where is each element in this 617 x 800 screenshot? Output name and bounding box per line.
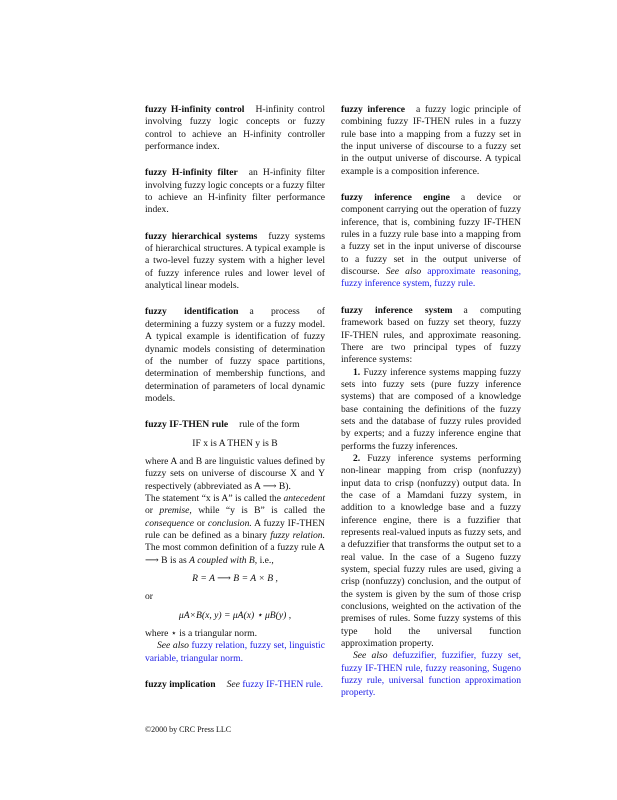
- text: while “y is B” is called the: [198, 505, 325, 517]
- emphasis: premise,: [159, 505, 192, 517]
- text: or: [196, 517, 205, 529]
- definition: a fuzzy logic principle of combining fuzzy IF-THEN rules in a fuzzy rule base into a mapping from a fuzzy set in the input universe of discourse to a fuzzy set in the output universe of discourse. A typical example is a composition inference.: [341, 104, 521, 177]
- term: fuzzy IF-THEN rule: [145, 419, 229, 431]
- see-also-links[interactable]: fuzzy relation, fuzzy set, linguistic variable, triangular norm.: [145, 640, 325, 664]
- see-also-label: See also: [157, 640, 189, 652]
- entry-implication: [145, 679, 325, 691]
- entry-inference: [341, 104, 521, 178]
- term: fuzzy H-infinity control: [145, 104, 245, 115]
- emphasis: consequence: [145, 517, 195, 529]
- term: fuzzy inference system: [341, 304, 453, 316]
- definition: a device or component carrying out the operation of fuzzy inference, that is, combining fuzzy IF-THEN rules in a fuzzy rule base into a mapping from a fuzzy set in the input universe of discourse to a fuzzy set in the output universe of discourse.: [341, 192, 521, 278]
- equation-2: μA×B(x, y) = μA(x) ⋆ μB(y) ,: [178, 609, 292, 621]
- entry-inference-engine: [341, 192, 521, 291]
- emphasis: conclusion.: [207, 517, 252, 529]
- paragraph: where A and B are linguistic values defined by fuzzy sets on universe of discourse X and Y respectively (abbreviated as A ⟶ B).: [145, 455, 325, 492]
- see-label: See: [226, 679, 240, 691]
- entry-hinf-filter: [145, 167, 325, 216]
- text: The most common definition of a fuzzy rule A ⟶ B is as: [145, 542, 325, 566]
- definition: a computing framework based on fuzzy set theory, fuzzy IF-THEN rules, and approximate reasoning. There are two principal types of fuzzy inference systems:: [341, 304, 521, 366]
- definition: fuzzy systems of hierarchical structures. A typical example is a two-level fuzzy system with a higher level of fuzzy inference rules and lower level of analytical linear models.: [145, 230, 325, 292]
- entry-identification: [145, 306, 325, 405]
- see-also-links[interactable]: defuzzifier, fuzzifier, fuzzy set, fuzzy IF-THEN rule, fuzzy reasoning, Sugeno fuzzy rule, universal function approximation property.: [341, 650, 521, 699]
- right-column: [341, 104, 521, 714]
- see-also-links[interactable]: approximate reasoning, fuzzy inference system, fuzzy rule.: [341, 266, 521, 290]
- definition: an H-infinity filter involving fuzzy logic concepts or a fuzzy filter to achieve an H-infinity filter performance index.: [145, 167, 325, 216]
- item-number: 2.: [353, 452, 361, 464]
- see-also-label: See also: [385, 266, 422, 278]
- entry-ifthen-rule: [145, 419, 325, 665]
- text-or: or: [145, 591, 153, 603]
- definition: a process of determining a fuzzy system or a fuzzy model. A typical example is identification of fuzzy dynamic models consisting of determination of the number of fuzzy space partitions, determination of membership functions, and determination of parameters of local dynamic models.: [145, 306, 325, 404]
- emphasis: A coupled with B,: [189, 554, 258, 566]
- entry-hinf-control: [145, 104, 325, 153]
- term: fuzzy inference: [341, 104, 406, 115]
- definition: H-infinity control involving fuzzy logic concepts or fuzzy control to achieve an H-infinity controller performance index.: [145, 104, 325, 153]
- term: fuzzy hierarchical systems: [145, 230, 258, 242]
- copyright-footer: ©2000 by CRC Press LLC: [145, 725, 232, 734]
- left-column: [145, 104, 325, 705]
- list-item: Fuzzy inference systems mapping fuzzy sets into fuzzy sets (pure fuzzy inference systems) that are composed of a knowledge base containing the definitions of the fuzzy sets and the database of fuzzy rules provided by experts; and a fuzzy inference engine that performs the fuzzy inferences.: [341, 366, 521, 452]
- term: fuzzy inference engine: [341, 192, 450, 204]
- emphasis: fuzzy relation.: [270, 529, 325, 541]
- text: i.e.,: [259, 554, 274, 566]
- text: The statement “x is A” is called the: [145, 492, 281, 504]
- term: fuzzy identification: [145, 306, 239, 318]
- where-text: where ⋆ is a triangular norm.: [145, 628, 258, 640]
- see-link[interactable]: fuzzy IF-THEN rule.: [242, 679, 324, 691]
- term: fuzzy H-infinity filter: [145, 167, 238, 179]
- item-number: 1.: [353, 366, 361, 378]
- list-item: Fuzzy inference systems performing non-linear mapping from crisp (nonfuzzy) input data to crisp (nonfuzzy) output data. In the case of a Mamdani fuzzy system, in addition to a knowledge base and a fuzzy inference engine, there is a fuzzifier that represents real-valued inputs as fuzzy sets, and a defuzzifier that transforms the output set to a real value. In the case of a Sugeno fuzzy system, special fuzzy rules are used, giving a crisp (nonfuzzy) conclusion, and the output of the system is given by the sum of those crisp conclusions, weighted on the activation of the premises of rules. Some fuzzy systems of this type hold the universal function approximation property.: [341, 452, 521, 650]
- see-also-label: See also: [353, 650, 388, 662]
- text: or: [145, 505, 153, 517]
- emphasis: antecedent: [283, 492, 325, 504]
- entry-inference-system: [341, 305, 521, 700]
- entry-hierarchical: [145, 231, 325, 293]
- term: fuzzy implication: [145, 679, 216, 691]
- definition: rule of the form: [239, 419, 300, 431]
- text: A fuzzy IF-THEN rule can be defined as a binary: [145, 517, 325, 541]
- rule-formula: IF x is A THEN y is B: [192, 437, 278, 449]
- equation-1: R = A ⟶ B = A × B ,: [192, 573, 278, 584]
